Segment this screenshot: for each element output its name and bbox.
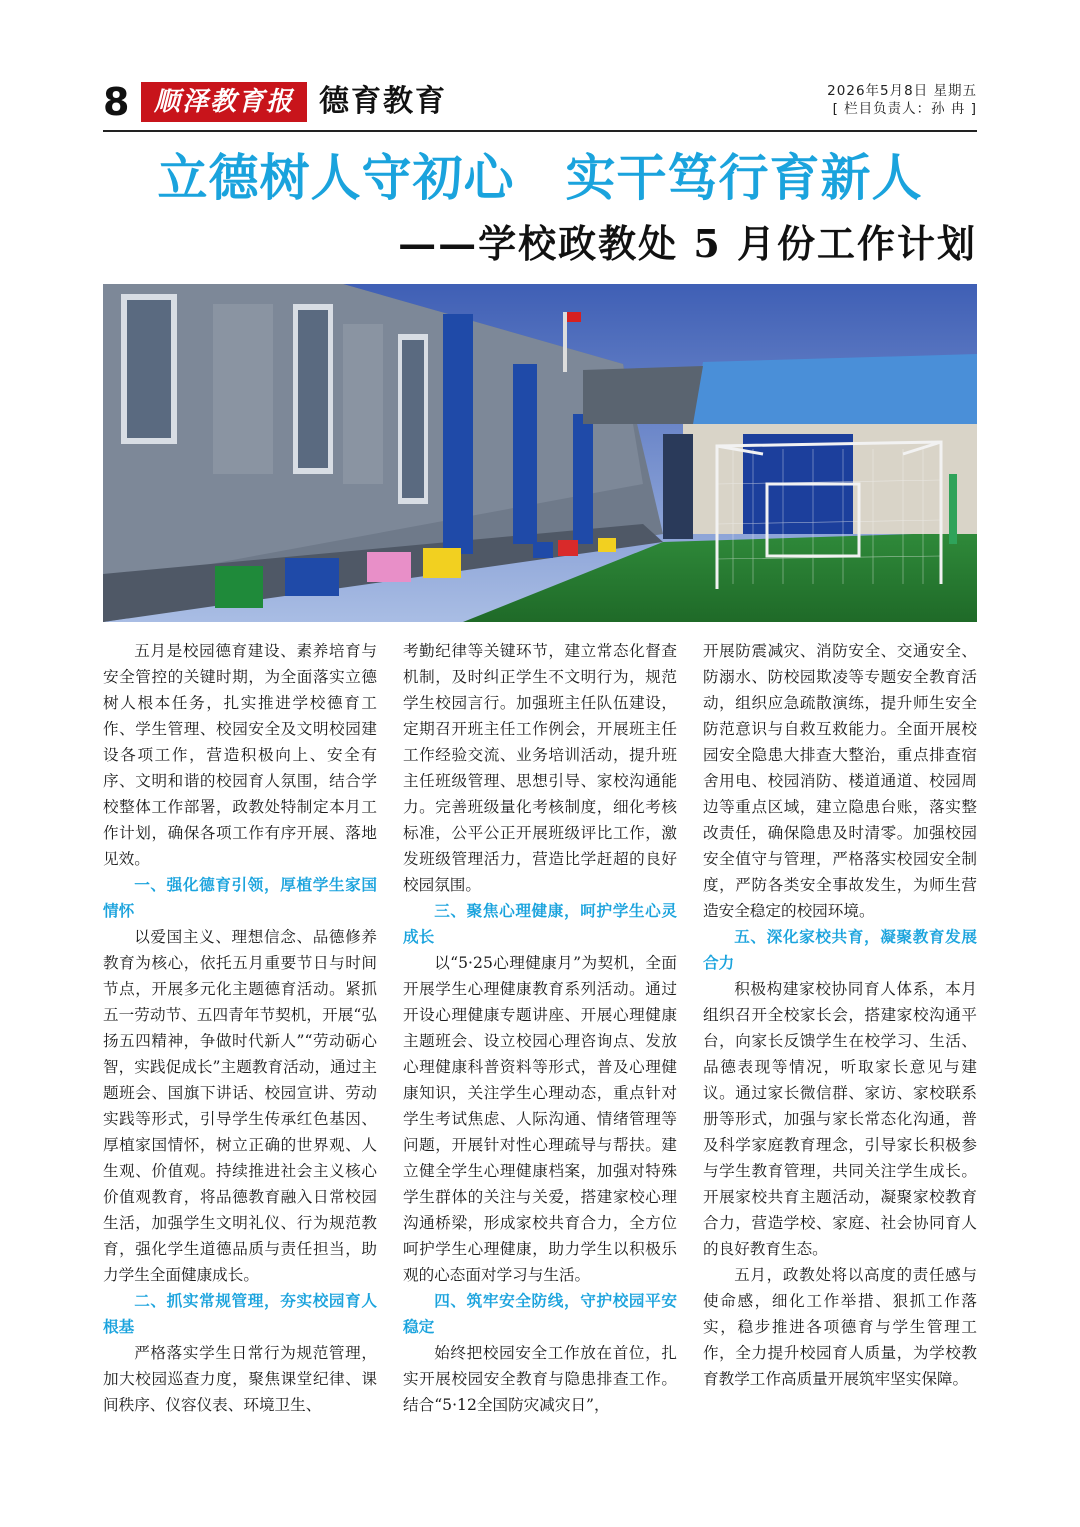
section-heading-5: 五、深化家校共育，凝聚教育发展合力	[703, 928, 977, 972]
closing-paragraph: 五月，政教处将以高度的责任感与使命感，细化工作举措、狠抓工作落实，稳步推进各项德育与学生管理工作，全力提升校园育人质量，为学校教育教学工作高质量开展筑牢坚实保障。	[703, 1266, 977, 1388]
section-5-paragraph: 积极构建家校协同育人体系，本月组织召开全校家长会，搭建家校沟通平台，向家长反馈学生在校学习、生活、品德表现等情况，听取家长意见与建议。通过家长微信群、家访、家校联系册等形式，加强与家长常态化沟通，普及科学家庭教育理念，引导家长积极参与学生教育管理，共同关注学生成长。开展家校共育主题活动，凝聚家校教育合力，营造学校、家庭、社会协同育人的良好教育生态。	[703, 980, 977, 1258]
section-4-paragraph-cont: 开展防震减灾、消防安全、交通安全、防溺水、防校园欺凌等专题安全教育活动，组织应急疏散演练，提升师生安全防范意识与自救互救能力。全面开展校园安全隐患大排查大整治，重点排查宿舍用电、校园消防、楼道通道、校园周边等重点区域，建立隐患台账，落实整改责任，确保隐患及时清零。加强校园安全值守与管理，严格落实校园安全制度，严防各类安全事故发生，为师生营造安全稳定的校园环境。	[703, 642, 977, 920]
subheadline: ——学校政教处 5 月份工作计划	[398, 221, 977, 266]
section-1-paragraph: 以爱国主义、理想信念、品德修养教育为核心，依托五月重要节日与时间节点，开展多元化主题德育活动。紧抓五一劳动节、五四青年节契机，开展“弘扬五四精神，争做时代新人”“劳动砺心智，实践促成长”主题教育活动，通过主题班会、国旗下讲话、校园宣讲、劳动实践等形式，引导学生传承红色基因、厚植家国情怀，树立正确的世界观、人生观、价值观。持续推进社会主义核心价值观教育，将品德教育融入日常校园生活，加强学生文明礼仪、行为规范教育，强化学生道德品质与责任担当，助力学生全面健康成长。	[103, 928, 377, 1284]
school-campus-photo	[103, 284, 977, 622]
headline: 立德树人守初心 实干笃行育新人	[157, 149, 923, 207]
intro-paragraph: 五月是校园德育建设、素养培育与安全管控的关键时期，为全面落实立德树人根本任务，扎实推进学校德育工作、学生管理、校园安全及文明校园建设各项工作，营造积极向上、安全有序、文明和谐的校园育人氛围，结合学校整体工作部署，政教处特制定本月工作计划，确保各项工作有序开展、落地见效。	[103, 642, 377, 868]
column-editor: [ 栏目负责人：孙 冉 ]	[832, 101, 977, 117]
section-heading-3: 三、聚焦心理健康，呵护学生心灵成长	[403, 902, 677, 946]
section-2-paragraph-cont: 考勤纪律等关键环节，建立常态化督查机制，及时纠正学生不文明行为，规范学生校园言行。加强班主任队伍建设，定期召开班主任工作例会，开展班主任工作经验交流、业务培训活动，提升班主任班级管理、思想引导、家校沟通能力。完善班级量化考核制度，细化考核标准，公平公正开展班级评比工作，激发班级管理活力，营造比学赶超的良好校园氛围。	[403, 642, 677, 894]
page-header	[103, 78, 977, 130]
section-heading-1: 一、强化德育引领，厚植学生家国情怀	[103, 876, 377, 920]
section-heading-4: 四、筑牢安全防线，守护校园平安稳定	[403, 1292, 677, 1336]
section-heading-2: 二、抓实常规管理，夯实校园育人根基	[103, 1292, 377, 1336]
issue-date: 2026年5月8日 星期五	[827, 83, 977, 99]
header-divider	[103, 130, 977, 132]
article-column-2	[403, 638, 677, 1418]
section-name: 德育教育	[319, 84, 447, 119]
issue-info	[827, 82, 977, 118]
article-column-3	[703, 638, 977, 1392]
page-number: 8	[103, 80, 130, 124]
section-4-paragraph-start: 始终把校园安全工作放在首位，扎实开展校园安全教育与隐患排查工作。结合“5·12全国防灾减灾日”，	[403, 1344, 677, 1414]
article-column-1	[103, 638, 377, 1418]
section-2-paragraph-start: 严格落实学生日常行为规范管理，加大校园巡查力度，聚焦课堂纪律、课间秩序、仪容仪表、环境卫生、	[103, 1344, 377, 1414]
section-3-paragraph: 以“5·25心理健康月”为契机，全面开展学生心理健康教育系列活动。通过开设心理健康专题讲座、开展心理健康主题班会、设立校园心理咨询点、发放心理健康科普资料等形式，普及心理健康知识，关注学生心理动态，重点针对学生考试焦虑、人际沟通、情绪管理等问题，开展针对性心理疏导与帮扶。建立健全学生心理健康档案，加强对特殊学生群体的关注与关爱，搭建家校心理沟通桥梁，形成家校共育合力，全方位呵护学生心理健康，助力学生以积极乐观的心态面对学习与生活。	[403, 954, 677, 1284]
newspaper-masthead: 顺泽教育报	[141, 82, 307, 122]
